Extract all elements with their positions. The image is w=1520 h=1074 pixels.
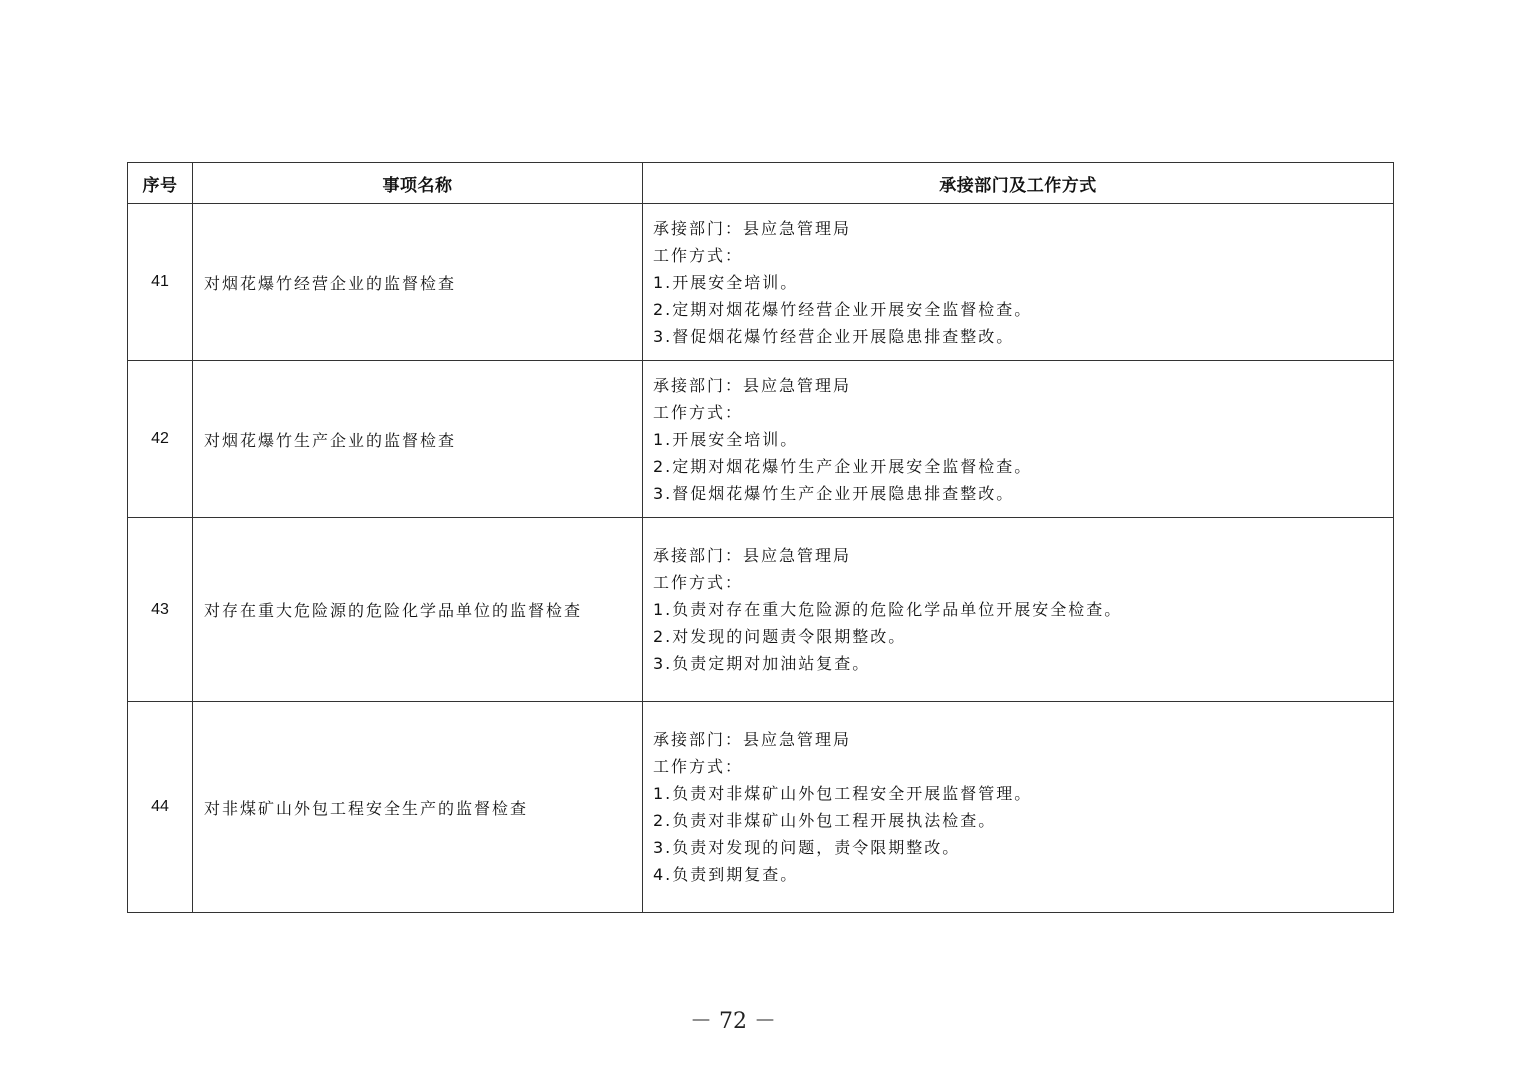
method-step-line: 3.督促烟花爆竹生产企业开展隐患排查整改。 xyxy=(653,483,1015,503)
row-serial-number: 44 xyxy=(128,702,193,913)
method-step-line: 1.负责对非煤矿山外包工程安全开展监督管理。 xyxy=(653,784,1033,803)
method-step-line: 2.负责对非煤矿山外包工程开展执法检查。 xyxy=(653,811,997,830)
row-work-details xyxy=(643,702,1394,913)
department-line: 承接部门：县应急管理局 xyxy=(653,218,852,238)
method-step-line: 2.定期对烟花爆竹经营企业开展安全监督检查。 xyxy=(653,299,1033,319)
row-item-name: 对存在重大危险源的危险化学品单位的监督检查 xyxy=(193,518,643,702)
page-number: － 72 － xyxy=(690,1009,776,1034)
method-step-line: 3.负责定期对加油站复查。 xyxy=(653,654,871,673)
method-step-line: 1.负责对存在重大危险源的危险化学品单位开展安全检查。 xyxy=(653,600,1123,619)
method-label-line: 工作方式： xyxy=(653,573,744,592)
department-line: 承接部门：县应急管理局 xyxy=(653,730,852,749)
header-department-and-method: 承接部门及工作方式 xyxy=(643,163,1394,204)
department-line: 承接部门：县应急管理局 xyxy=(653,375,852,395)
department-line: 承接部门：县应急管理局 xyxy=(653,546,852,565)
row-item-name: 对烟花爆竹经营企业的监督检查 xyxy=(193,204,643,361)
row-item-name: 对非煤矿山外包工程安全生产的监督检查 xyxy=(193,702,643,913)
row-work-details xyxy=(643,361,1394,518)
table-row xyxy=(128,518,1394,702)
method-step-line: 1.开展安全培训。 xyxy=(653,272,799,292)
row-serial-number: 43 xyxy=(128,518,193,702)
table-header-row xyxy=(128,163,1394,204)
row-work-details xyxy=(643,518,1394,702)
method-label-line: 工作方式： xyxy=(653,402,744,422)
item-table xyxy=(127,162,1394,913)
method-label-line: 工作方式： xyxy=(653,245,744,265)
method-step-line: 2.定期对烟花爆竹生产企业开展安全监督检查。 xyxy=(653,456,1033,476)
method-step-line: 2.对发现的问题责令限期整改。 xyxy=(653,627,907,646)
method-step-line: 3.负责对发现的问题，责令限期整改。 xyxy=(653,838,961,857)
row-item-name: 对烟花爆竹生产企业的监督检查 xyxy=(193,361,643,518)
table-row xyxy=(128,702,1394,913)
method-step-line: 1.开展安全培训。 xyxy=(653,429,799,449)
method-step-line: 3.督促烟花爆竹经营企业开展隐患排查整改。 xyxy=(653,326,1015,346)
header-serial-number: 序号 xyxy=(128,163,193,204)
row-serial-number: 42 xyxy=(128,361,193,518)
row-work-details xyxy=(643,204,1394,361)
method-label-line: 工作方式： xyxy=(653,757,744,776)
method-step-line: 4.负责到期复查。 xyxy=(653,865,799,884)
row-serial-number: 41 xyxy=(128,204,193,361)
table-row xyxy=(128,361,1394,518)
table-row xyxy=(128,204,1394,361)
header-item-name: 事项名称 xyxy=(193,163,643,204)
